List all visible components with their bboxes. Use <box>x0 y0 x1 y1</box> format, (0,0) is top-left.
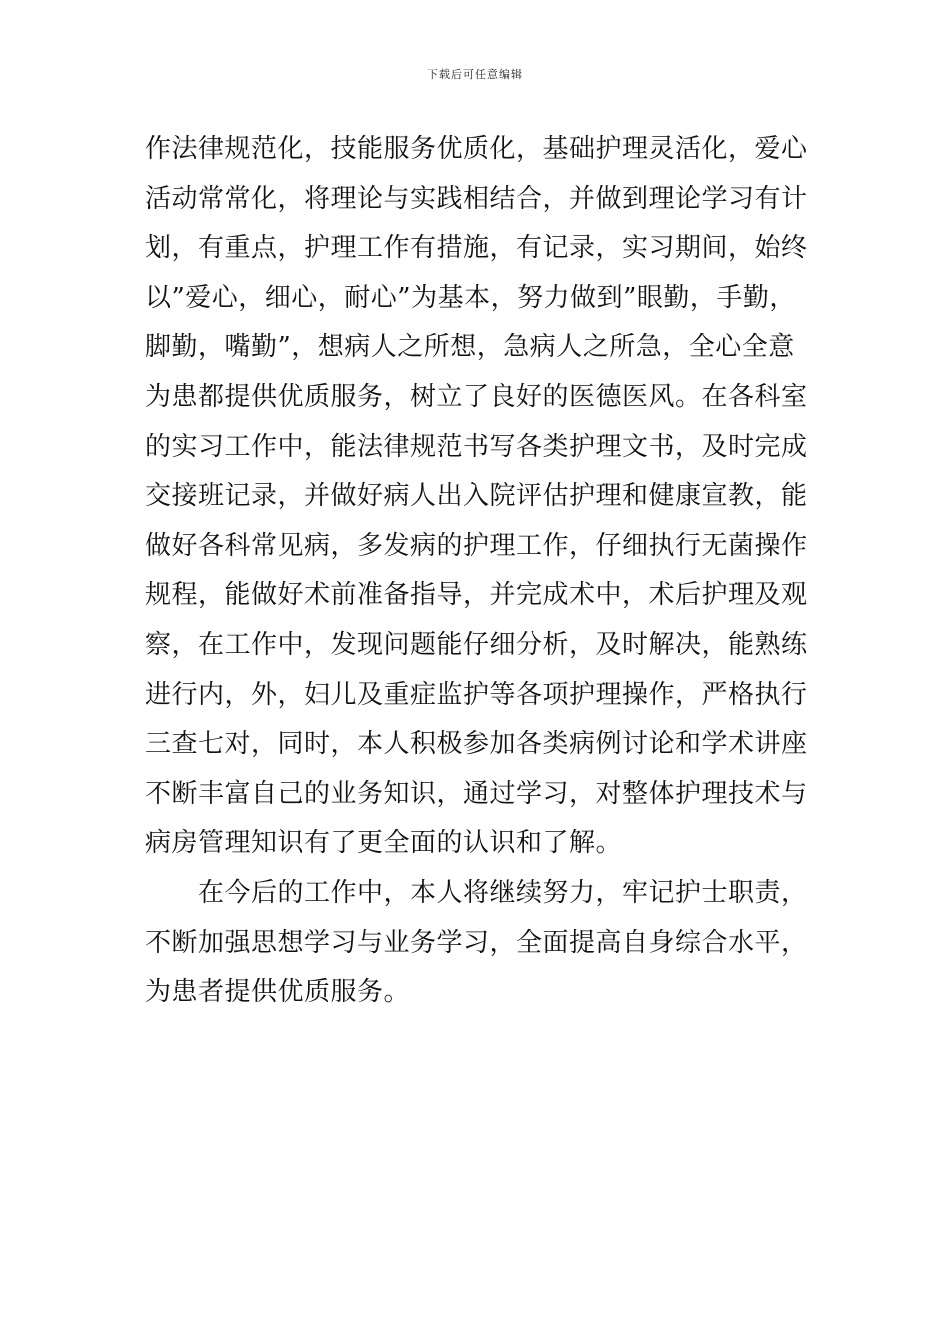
text-line: 病房管理知识有了更全面的认识和了解。 <box>145 828 623 859</box>
page-header-note: 下载后可任意编辑 <box>427 68 523 81</box>
text-line: 交接班记录，并做好病人出入院评估护理和健康宣教，能 <box>145 481 808 512</box>
paragraph-1 <box>145 125 835 869</box>
text-line: 为患者提供优质服务。 <box>145 977 411 1008</box>
text-line: 以”爱心，细心，耐心”为基本，努力做到”眼勤，手勤， <box>145 282 796 313</box>
text-line: 不断丰富自己的业务知识，通过学习，对整体护理技术与 <box>145 778 808 809</box>
document-body <box>145 125 835 1018</box>
text-line: 不断加强思想学习与业务学习，全面提高自身综合水平， <box>145 927 808 958</box>
text-line: 为患都提供优质服务，树立了良好的医德医风。在各科室 <box>145 381 808 412</box>
text-line: 活动常常化，将理论与实践相结合，并做到理论学习有计 <box>145 183 808 214</box>
paragraph-2 <box>145 869 835 1018</box>
text-line: 进行内，外，妇儿及重症监护等各项护理操作，严格执行 <box>145 679 808 710</box>
text-line: 的实习工作中，能法律规范书写各类护理文书，及时完成 <box>145 431 808 462</box>
text-line: 三查七对，同时，本人积极参加各类病例讨论和学术讲座 <box>145 729 808 760</box>
text-line: 在今后的工作中，本人将继续努力，牢记护士职责， <box>145 877 808 908</box>
text-line: 脚勤，嘴勤”，想病人之所想，急病人之所急，全心全意 <box>145 332 795 363</box>
text-line: 做好各科常见病，多发病的护理工作，仔细执行无菌操作 <box>145 530 808 561</box>
text-line: 划，有重点，护理工作有措施，有记录，实习期间，始终 <box>145 233 808 264</box>
text-line: 规程，能做好术前准备指导，并完成术中，术后护理及观 <box>145 580 808 611</box>
text-line: 作法律规范化，技能服务优质化，基础护理灵活化，爱心 <box>145 134 808 164</box>
text-line: 察，在工作中，发现问题能仔细分析，及时解决，能熟练 <box>145 629 808 660</box>
